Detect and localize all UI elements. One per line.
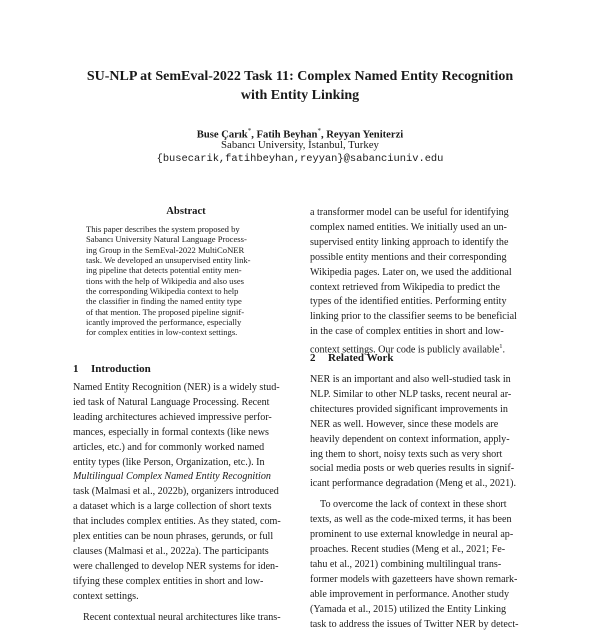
text-line: plex entities can be noun phrases, gerunds, or full — [73, 530, 299, 545]
text-line: tahu et al., 2021) combining multilingual trans- — [310, 558, 532, 573]
title-line-2: with Entity Linking — [40, 86, 560, 105]
footnote-mark: 1 — [499, 343, 502, 350]
author-list: Buse Çarık*, Fatih Beyhan*, Reyyan Yeniterzi — [40, 124, 560, 143]
author-name: Reyyan Yeniterzi — [326, 130, 403, 141]
text-line: supervised entity linking approach to identify the — [310, 236, 532, 251]
author-mark: * — [248, 127, 252, 135]
text-line: types of the identified entities. Performing entity — [310, 295, 532, 310]
text-line: that includes complex entities. As they stated, com- — [73, 515, 299, 530]
text-line: the classifier in finding the named entity type — [86, 296, 286, 306]
abstract-body — [86, 224, 286, 338]
text-line: linking prior to the classifier seems to be beneficial — [310, 310, 532, 325]
text-line: Recent contextual neural architectures like trans- — [73, 611, 299, 626]
text-line: former models with gazetteers have shown remark- — [310, 573, 532, 588]
section-heading-related-work — [310, 352, 394, 364]
text-line: Wikipedia pages. Later on, we used the additional — [310, 266, 532, 281]
author-emails: {busecarik,fatihbeyhan,reyyan}@sabanciuniv.edu — [40, 153, 560, 165]
text-line: a transformer model can be useful for identifying — [310, 206, 532, 221]
abstract-heading: Abstract — [86, 206, 286, 217]
text-line: entity types (like Person, Organization, etc.). In — [73, 456, 299, 471]
section-number: 1 — [73, 363, 91, 375]
section-title: Related Work — [328, 352, 394, 364]
text-line: chitectures provided significant improvements in — [310, 403, 532, 418]
text-line: the corresponding Wikipedia context to help — [86, 286, 286, 296]
related-work-body — [310, 373, 532, 632]
text-line: possible entity mentions and their corresponding — [310, 251, 532, 266]
text-line: icantly improved the performance, especially — [86, 317, 286, 327]
title-line-1: SU-NLP at SemEval-2022 Task 11: Complex Named Entity Recognition — [40, 67, 560, 86]
text-line: tions with the help of Wikipedia and also uses — [86, 276, 286, 286]
text-line: ied task of Natural Language Processing. Recent — [73, 396, 299, 411]
text-line: (Yamada et al., 2015) utilized the Entity Linking — [310, 603, 532, 618]
author-name: Fatih Beyhan — [257, 130, 318, 141]
text-line: clauses (Malmasi et al., 2022a). The participants — [73, 545, 299, 560]
text-line: tifying these complex entities in short and low- — [73, 575, 299, 590]
paper-title — [40, 67, 560, 105]
text-line: heavily dependent on context information, apply- — [310, 433, 532, 448]
text-line: This paper describes the system proposed by — [86, 224, 286, 234]
section-heading-introduction — [73, 363, 151, 375]
author-name: Buse Çarık — [197, 130, 248, 141]
author-mark: * — [317, 127, 321, 135]
section-title: Introduction — [91, 363, 151, 375]
text-line: a dataset which is a large collection of short texts — [73, 500, 299, 515]
text-line: of that mention. The proposed pipeline signif- — [86, 307, 286, 317]
text-line: in the case of complex entities in short and low- — [310, 325, 532, 340]
text-line: context settings. — [73, 590, 299, 605]
text-line: texts, as well as the code-mixed terms, it has been — [310, 513, 532, 528]
text-line: ing pipeline that detects potential entity men- — [86, 265, 286, 275]
text-line: prominent to use external knowledge in neural ap- — [310, 528, 532, 543]
text-line: NER as well. However, since these models are — [310, 418, 532, 433]
text-line: icant performance degradation (Meng et al., 2021). — [310, 477, 532, 492]
text-line: To overcome the lack of context in these short — [310, 498, 532, 513]
text-line: were challenged to develop NER systems for iden- — [73, 560, 299, 575]
affiliation: Sabancı University, İstanbul, Turkey — [40, 139, 560, 151]
text-line: articles, etc.) and for commonly worked named — [73, 441, 299, 456]
text-line: task. We developed an unsupervised entity link- — [86, 255, 286, 265]
section-number: 2 — [310, 352, 328, 364]
text-line: for complex entities in low-context settings. — [86, 327, 286, 337]
text-line: task (Malmasi et al., 2022b), organizers introduced — [73, 485, 299, 500]
text-line: ing Group in the SemEval-2022 MultiCoNER — [86, 245, 286, 255]
text-line: Named Entity Recognition (NER) is a widely stud- — [73, 381, 299, 396]
text-line: ing them to short, noisy texts such as very short — [310, 448, 532, 463]
text-line: proaches. Recent studies (Meng et al., 2021; Fe- — [310, 543, 532, 558]
text-line: able improvement in performance. Another study — [310, 588, 532, 603]
right-column-paragraph — [310, 206, 532, 358]
text-line: context retrieved from Wikipedia to predict the — [310, 281, 532, 296]
text-line: social media posts or web queries results in signif- — [310, 462, 532, 477]
text-line: NLP. Similar to other NLP tasks, recent neural ar- — [310, 388, 532, 403]
introduction-body — [73, 381, 299, 626]
text-line: complex named entities. We initially used an un- — [310, 221, 532, 236]
text-line: context settings. Our code is publicly available$^1$. — [310, 340, 532, 358]
text-line-italic: Multilingual Complex Named Entity Recognition — [73, 470, 299, 485]
text-line: task to address the issues of Twitter NER by detect- — [310, 618, 532, 632]
text-line: Sabancı University Natural Language Process- — [86, 234, 286, 244]
text-line: mances, especially in formal contexts (like news — [73, 426, 299, 441]
text-line: leading architectures achieved impressive perfor- — [73, 411, 299, 426]
text-line: NER is an important and also well-studied task in — [310, 373, 532, 388]
